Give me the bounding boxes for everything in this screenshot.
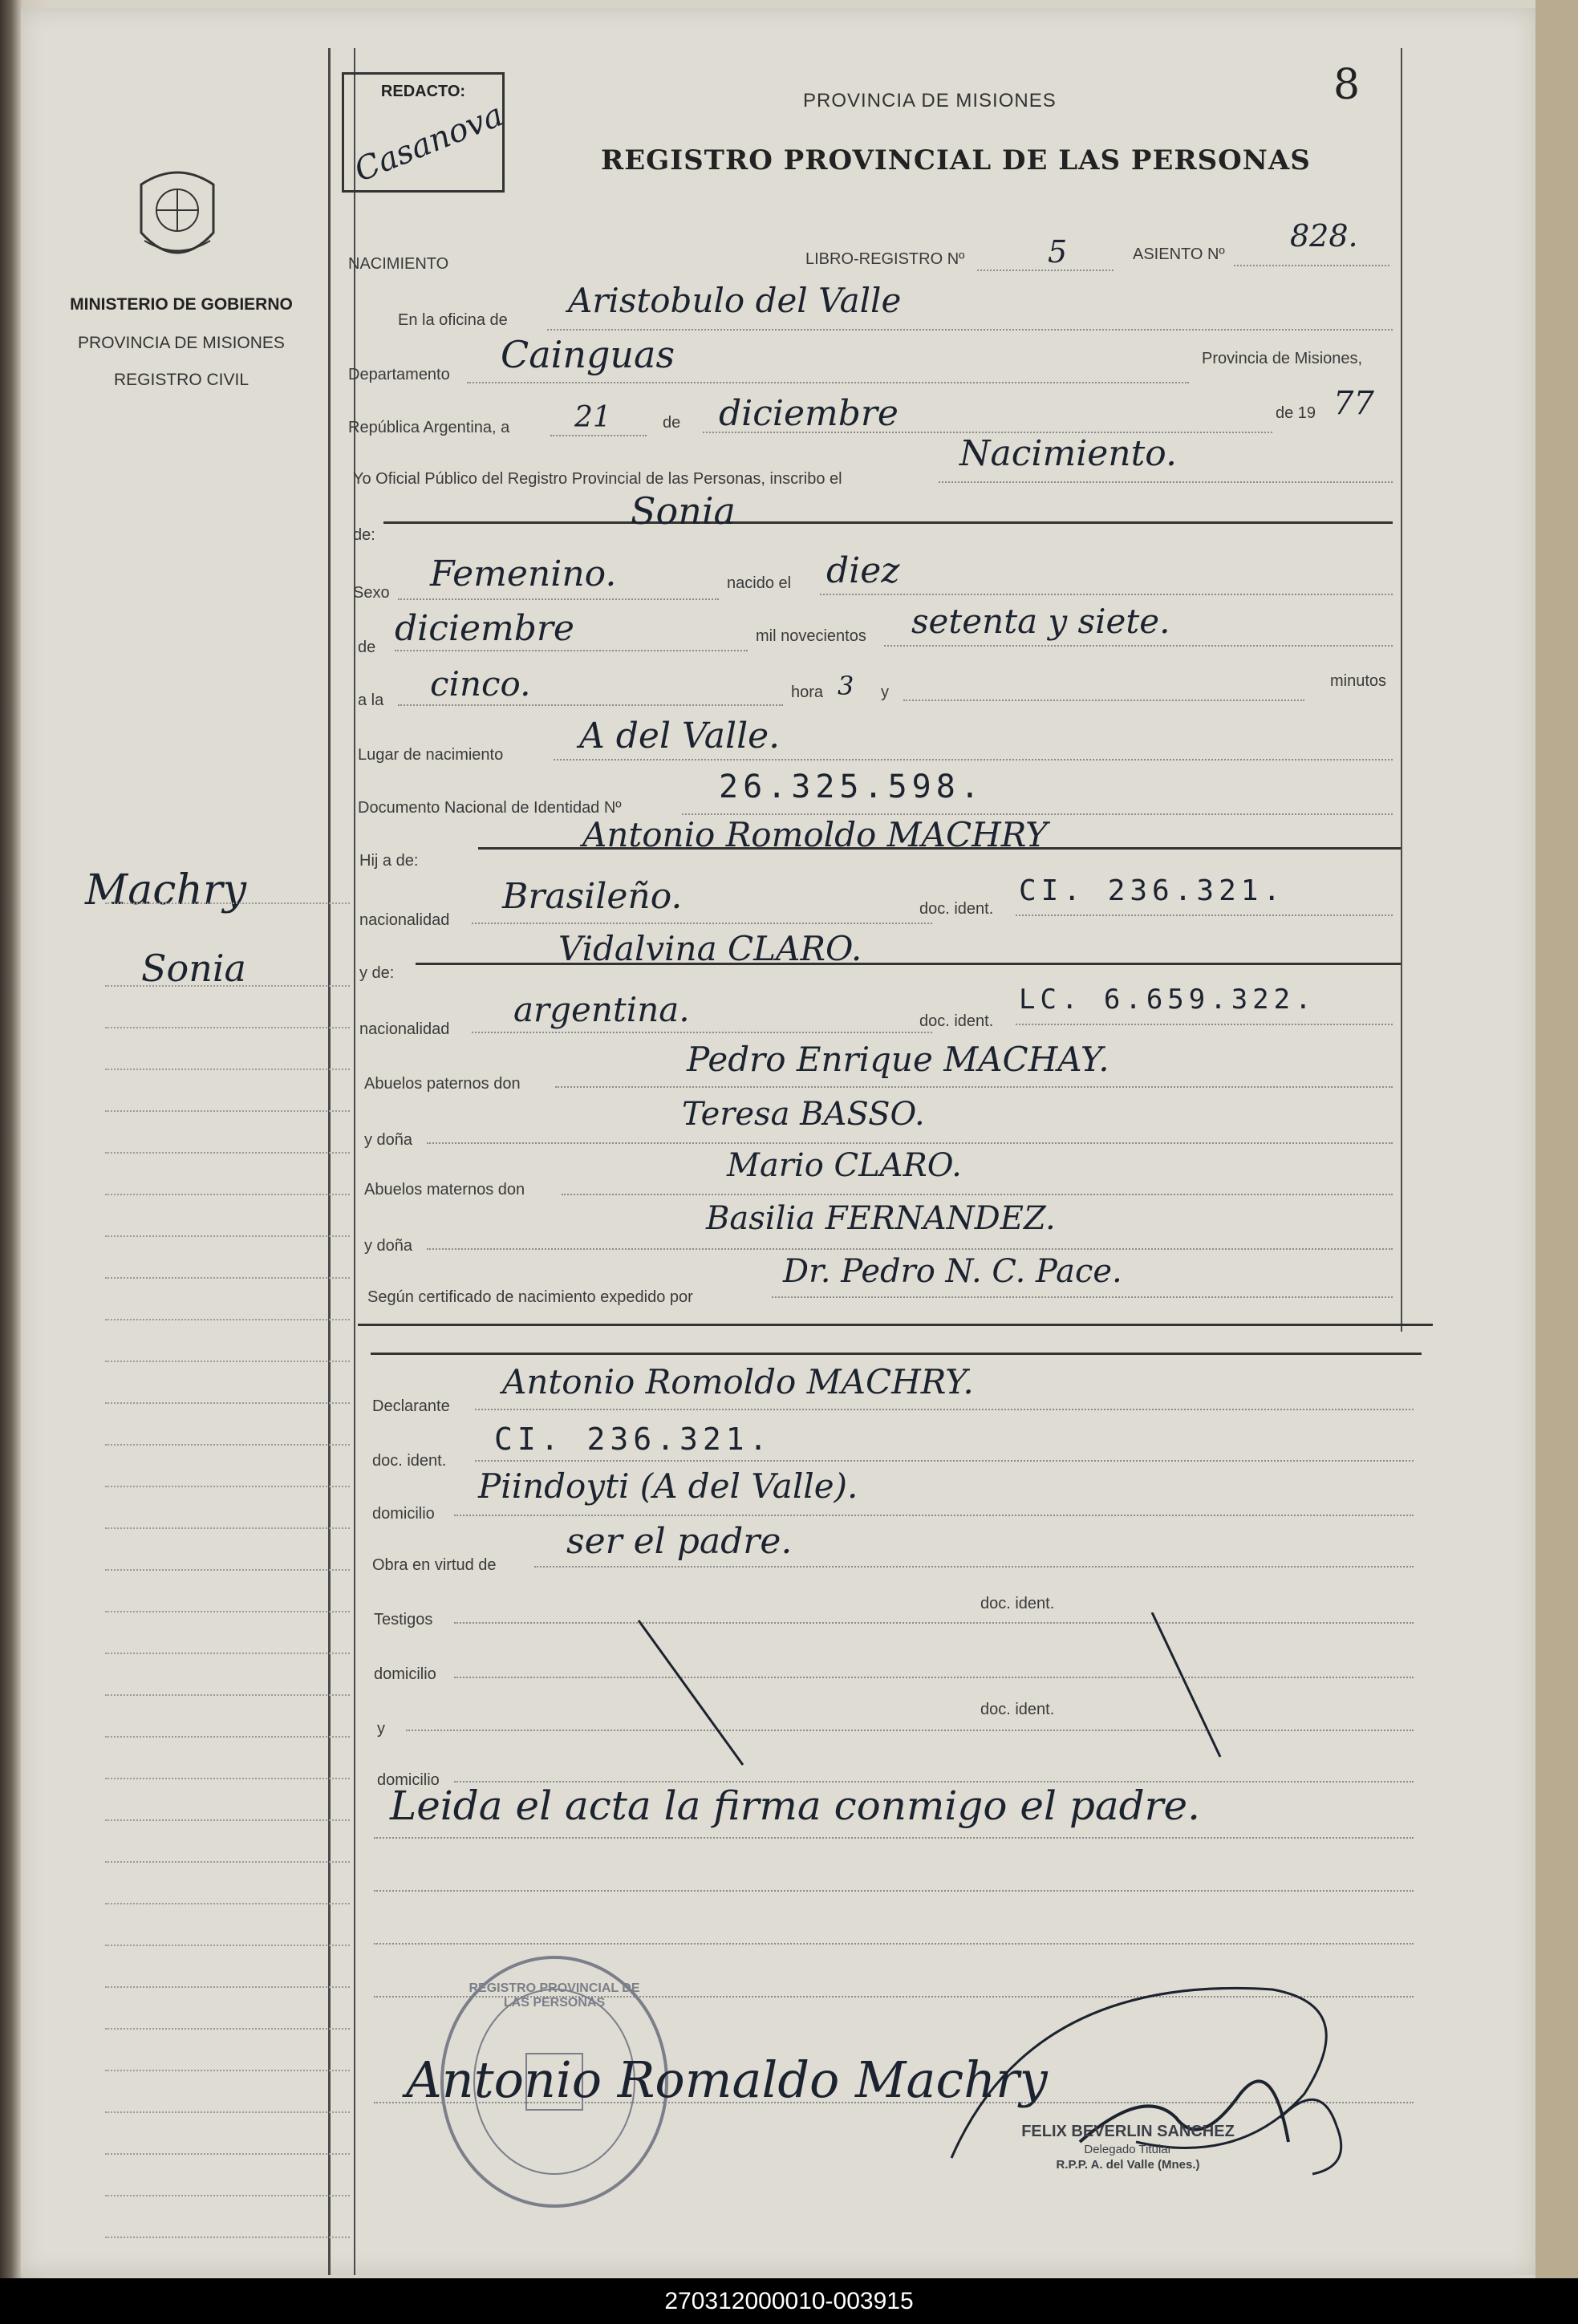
provincia-label: Provincia de Misiones, xyxy=(1202,350,1363,367)
domicilio-value: Piindoyti (A del Valle). xyxy=(478,1466,858,1506)
margin-line xyxy=(105,2237,350,2238)
doc3-line xyxy=(475,1460,1414,1462)
y-label: y xyxy=(881,683,889,701)
oficina-label: En la oficina de xyxy=(398,311,508,329)
declarante-label: Declarante xyxy=(372,1397,450,1415)
blank-line xyxy=(374,1943,1414,1945)
ministry-title: MINISTERIO DE GOBIERNO xyxy=(70,295,293,314)
libro-label: LIBRO-REGISTRO Nº xyxy=(805,250,965,268)
margin-line xyxy=(105,1986,350,1988)
ministry-registry: REGISTRO CIVIL xyxy=(113,371,249,389)
republica-label: República Argentina, a xyxy=(348,419,510,436)
ydona1-line xyxy=(427,1142,1393,1144)
lugar-label: Lugar de nacimiento xyxy=(358,746,504,764)
page-number: 8 xyxy=(1333,61,1361,109)
margin-line xyxy=(105,1027,350,1028)
margin-line xyxy=(105,985,350,987)
a-la-line xyxy=(398,704,783,706)
ab-pat-line xyxy=(555,1086,1393,1088)
domicilio3-label: domicilio xyxy=(377,1771,440,1789)
margin-line xyxy=(105,1194,350,1195)
margin-line xyxy=(105,1444,350,1446)
a-la-label: a la xyxy=(358,692,384,709)
margin-line xyxy=(105,1861,350,1863)
ydona1-label: y doña xyxy=(364,1131,413,1149)
main-right-rule xyxy=(1401,48,1402,1332)
witness-strike-marks xyxy=(631,1612,1272,1773)
margin-line xyxy=(105,1694,350,1696)
register-page xyxy=(21,8,1535,2275)
nac1-line xyxy=(472,923,932,924)
y2-label: y xyxy=(377,1720,385,1738)
officer-stamp xyxy=(984,2123,1272,2172)
inscribo-line xyxy=(939,481,1393,483)
cert-label: Según certificado de nacimiento expedido por xyxy=(367,1288,693,1306)
day-value: 21 xyxy=(574,401,611,434)
year-value: 77 xyxy=(1333,385,1374,422)
margin-line xyxy=(105,1611,350,1612)
margin-line xyxy=(105,2070,350,2071)
margin-line xyxy=(105,902,350,904)
provincial-seal xyxy=(133,160,221,273)
cert-line xyxy=(772,1296,1393,1298)
ydona2-line xyxy=(427,1248,1393,1250)
ydona2-value: Basilia FERNANDEZ. xyxy=(706,1200,1056,1237)
margin-line xyxy=(105,1945,350,1946)
mil-label: mil novecientos xyxy=(756,627,866,645)
asiento-label: ASIENTO Nº xyxy=(1133,245,1225,263)
ydona2-label: y doña xyxy=(364,1237,413,1255)
margin-line xyxy=(105,1402,350,1404)
nacido-value: diez xyxy=(826,550,900,591)
day-line xyxy=(550,435,647,436)
ab-mat-line xyxy=(562,1194,1393,1195)
margin-line xyxy=(105,1235,350,1237)
ab-mat-value: Mario CLARO. xyxy=(727,1147,962,1184)
margin-line xyxy=(105,1778,350,1779)
officer-stamp-name: FELIX BEVERLIN SANCHEZ xyxy=(1021,2123,1235,2140)
sexo-label: Sexo xyxy=(353,584,390,602)
margin-line xyxy=(105,1527,350,1529)
nac2-line xyxy=(472,1032,932,1033)
mil-value: setenta y siete. xyxy=(911,602,1170,641)
minutos-label: minutos xyxy=(1330,672,1387,690)
departamento-line xyxy=(467,382,1189,383)
testigos-label: Testigos xyxy=(374,1611,433,1628)
section-divider xyxy=(371,1353,1422,1355)
month-value: diciembre xyxy=(719,393,899,434)
a-la-value: cinco. xyxy=(430,664,531,704)
ydona1-value: Teresa BASSO. xyxy=(682,1096,925,1133)
margin-line xyxy=(105,2195,350,2196)
departamento-value: Cainguas xyxy=(501,333,675,376)
de2-label: de: xyxy=(353,526,375,544)
nac2-label: nacionalidad xyxy=(359,1020,450,1038)
doc2-line xyxy=(1016,1024,1393,1025)
libro-value: 5 xyxy=(1048,234,1068,270)
lugar-value: A del Valle. xyxy=(579,716,781,756)
domicilio-line xyxy=(454,1515,1414,1516)
asiento-line xyxy=(1234,265,1389,266)
header-title: REGISTRO PROVINCIAL DE LAS PERSONAS xyxy=(601,144,1311,176)
ministry-province: PROVINCIA DE MISIONES xyxy=(78,334,285,352)
nacimiento-label: NACIMIENTO xyxy=(348,255,449,273)
name-value: Sonia xyxy=(631,489,736,533)
padre-value: Antonio Romoldo MACHRY xyxy=(582,815,1048,854)
margin-line xyxy=(105,1736,350,1738)
doc1-value: CI. 236.321. xyxy=(1019,874,1286,907)
hora-label: hora xyxy=(791,683,824,701)
minutos-line xyxy=(903,700,1304,701)
domicilio2-label: domicilio xyxy=(374,1665,436,1683)
sexo-value: Femenino. xyxy=(430,554,617,594)
ab-mat-label: Abuelos maternos don xyxy=(364,1181,525,1199)
hora-value: 3 xyxy=(838,671,854,701)
doc5-label: doc. ident. xyxy=(980,1701,1055,1718)
de-label: de xyxy=(663,414,681,432)
declarante-line xyxy=(475,1409,1414,1410)
declarante-value: Antonio Romoldo MACHRY. xyxy=(502,1362,974,1401)
officer-stamp-office: R.P.P. A. del Valle (Mnes.) xyxy=(1056,2158,1200,2172)
doc3-label: doc. ident. xyxy=(372,1452,447,1470)
nacido-label: nacido el xyxy=(727,574,792,592)
nac1-label: nacionalidad xyxy=(359,911,450,929)
dni-value: 26.325.598. xyxy=(719,769,984,805)
margin-line xyxy=(105,1277,350,1279)
margin-line xyxy=(105,1903,350,1904)
month2-line xyxy=(395,650,748,651)
ab-pat-label: Abuelos paternos don xyxy=(364,1075,521,1093)
header-province: PROVINCIA DE MISIONES xyxy=(803,90,1057,112)
libro-line xyxy=(977,270,1114,271)
obra-label: Obra en virtud de xyxy=(372,1556,497,1574)
ab-pat-value: Pedro Enrique MACHAY. xyxy=(687,1040,1109,1079)
redacto-box xyxy=(342,72,509,193)
name-line xyxy=(383,521,1393,524)
de3-label: de xyxy=(358,639,376,656)
obra-value: ser el padre. xyxy=(566,1521,793,1562)
madre-value: Vidalvina CLARO. xyxy=(558,929,862,968)
margin-line xyxy=(105,1486,350,1487)
margin-line xyxy=(105,1361,350,1362)
margin-line xyxy=(105,2111,350,2113)
margin-line xyxy=(105,2028,350,2030)
departamento-label: Departamento xyxy=(348,366,450,383)
doc1-label: doc. ident. xyxy=(919,900,994,918)
margin-name: Sonia xyxy=(141,947,246,990)
doc2-label: doc. ident. xyxy=(919,1012,994,1030)
officer-stamp-title: Delegado Titular xyxy=(1084,2143,1172,2156)
left-margin-rule xyxy=(328,48,331,2275)
doc2-value: LC. 6.659.322. xyxy=(1019,984,1316,1016)
inscribo-value: Nacimiento. xyxy=(959,433,1178,474)
nacido-line xyxy=(820,594,1393,595)
leida-value: Leida el acta la firma conmigo el padre. xyxy=(390,1783,1201,1829)
section-divider xyxy=(358,1324,1433,1326)
oficina-value: Aristobulo del Valle xyxy=(568,281,902,320)
year-label: de 19 xyxy=(1276,404,1316,422)
margin-surname: Machry xyxy=(85,866,247,915)
round-stamp-text: REGISTRO PROVINCIAL DE LAS PERSONAS xyxy=(469,1981,640,2010)
redacto-label: REDACTO: xyxy=(380,83,466,100)
sexo-line xyxy=(398,598,719,600)
book-cover-edge xyxy=(1535,0,1578,2278)
doc3-value: CI. 236.321. xyxy=(494,1422,773,1457)
domicilio-label: domicilio xyxy=(372,1505,435,1523)
footer-code: 270312000010-003915 xyxy=(664,2288,914,2314)
blank-line xyxy=(374,1890,1414,1892)
leida-line xyxy=(374,1837,1414,1839)
doc4-label: doc. ident. xyxy=(980,1595,1055,1612)
redacto-value: Casanova xyxy=(349,96,509,189)
asiento-value: 828. xyxy=(1290,218,1358,253)
oficial-label: Yo Oficial Público del Registro Provincial de las Personas, inscribo el xyxy=(353,470,842,488)
yde-label: y de: xyxy=(359,964,395,982)
margin-line xyxy=(105,2153,350,2155)
hijo-label: Hij a de: xyxy=(359,852,419,870)
doc1-line xyxy=(1016,915,1393,916)
margin-line xyxy=(105,1110,350,1112)
margin-line xyxy=(105,1569,350,1571)
cert-value: Dr. Pedro N. C. Pace. xyxy=(783,1253,1122,1290)
margin-line xyxy=(105,1152,350,1154)
obra-line xyxy=(534,1566,1414,1568)
oficina-line xyxy=(547,329,1393,331)
margin-line xyxy=(105,1819,350,1821)
nac1-value: Brasileño. xyxy=(502,876,683,917)
margin-line xyxy=(105,1319,350,1320)
mil-line xyxy=(884,645,1393,647)
dni-label: Documento Nacional de Identidad Nº xyxy=(358,799,622,817)
month2-value: diciembre xyxy=(395,608,574,649)
nac2-value: argentina. xyxy=(513,990,690,1029)
lugar-line xyxy=(554,759,1393,760)
declarant-signature: Antonio Romaldo Machry xyxy=(406,2050,1048,2109)
margin-line xyxy=(105,1653,350,1654)
margin-line xyxy=(105,1069,350,1070)
